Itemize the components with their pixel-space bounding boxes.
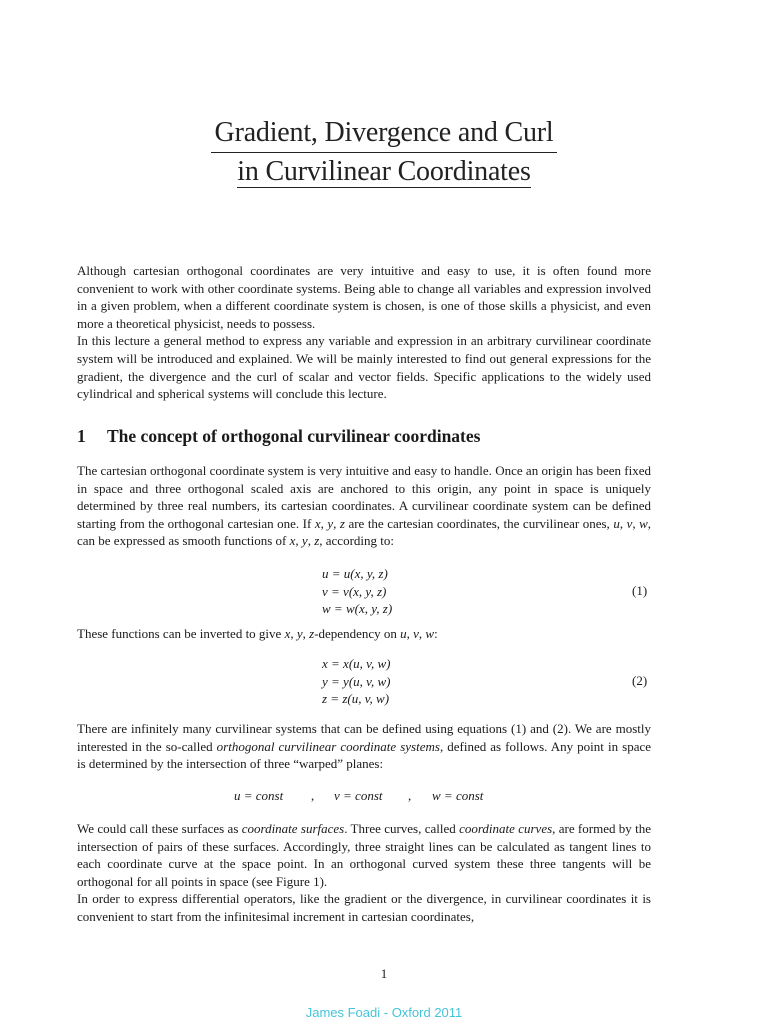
eq2-number: (2) [632, 672, 648, 688]
para4-text-a: We could call these surfaces as [77, 821, 242, 836]
footer-credit: James Foadi - Oxford 2011 [305, 1005, 463, 1020]
eq1-line: v = v(x, y, z) [322, 583, 387, 599]
section-paragraph-2: These functions can be inverted to give x, y, z-dependency on u, v, w: [77, 626, 438, 641]
section-number: 1 [77, 426, 86, 446]
title-line-2-text: in Curvilinear Coordinates [237, 156, 531, 187]
intro-paragraph [77, 262, 651, 403]
para4-text-b: . Three curves, called [344, 821, 460, 836]
var-y: y [327, 515, 334, 531]
var-x3: x [284, 626, 291, 641]
para1-text: The cartesian orthogonal coordinate system is very intuitive and easy to handle. Once an origin has been fixed in space and three orthogonal scaled axis are anchored to this origin, any point in space is uniquely determined by three real numbers, its cartesian coordinates. A curvilinear coordinate system can be defined starting from the orthogonal cartesian one. If [77, 463, 651, 531]
para4-emphasis-1: coordinate surfaces [241, 821, 345, 836]
var-u: u [613, 515, 620, 531]
section-paragraph-1: The cartesian orthogonal coordinate system is very intuitive and easy to handle. Once an origin has been fixed in space and three orthogonal scaled axis are anchored to this origin, any point in space is uniquely determined by three real numbers, its cartesian coordinates. A curvilinear coordinate system can be defined starting from the orthogonal cartesian one. If x, y, z are the cartesian coordinates, the curvilinear ones, u, v, w, can be expressed as smooth functions of x, y, z, according to: [77, 463, 652, 549]
para2-text-b: -dependency on [314, 626, 401, 641]
var-v: v [626, 515, 633, 531]
para3-emphasis: orthogonal curvilinear coordinate systems [216, 738, 440, 754]
eq3-comma: , [311, 788, 315, 803]
eq3-term-v: v = const [334, 788, 383, 803]
eq3-term-u: u = const [234, 788, 284, 803]
intro-para-1: Although cartesian orthogonal coordinates are very intuitive and easy to use, it is often found more convenient to work with other coordinate systems. Being able to change all variables and expression involved in a given problem, when a different coordinate system is chosen, is one of those skills a physicist, and even more a theoretical physicist, needs to possess. [77, 263, 651, 331]
intro-para-2: In this lecture a general method to express any variable and expression in an arbitrary curvilinear coordinate system will be introduced and explained. We will be mainly interested to find out general expressions for the gradient, the divergence and the curl of scalar and vector fields. Specific applications to the widely used cylindrical and spherical systems will conclude this lecture. [77, 333, 651, 402]
eq2-line: z = z(u, v, w) [322, 691, 390, 707]
eq3-comma: , [408, 788, 412, 803]
eq1-number: (1) [632, 582, 648, 598]
page-number: 1 [380, 966, 388, 981]
para4-text-c: , are formed by the intersection of pairs of these surfaces. Accordingly, three straight lines can be calculated as tangent lines to each coordinate curve at the space point. In an orthogonal curved system these three tangents will be orthogonal for all points in space (see Figure 1). [77, 821, 651, 889]
para5-text: In order to express differential operators, like the gradient or the divergence, in curvilinear coordinates it is convenient to start from the infinitesimal increment in cartesian coordinates, [77, 891, 651, 924]
var-x: x [314, 515, 321, 531]
var-y3: y [296, 626, 303, 641]
var-z2: z [314, 533, 320, 549]
para3-text-b: , defined as follows. Any point in space is determined by the intersection of three “warped” planes: [77, 738, 651, 772]
equation-3 [0, 788, 768, 806]
eq2-line: y = y(u, v, w) [322, 673, 391, 689]
var-v2: v [413, 626, 419, 641]
eq3-term-w: w = const [432, 788, 484, 803]
section-title: The concept of orthogonal curvilinear coordinates [107, 426, 481, 446]
eq1-line: w = w(x, y, z) [322, 601, 393, 617]
para4-emphasis-2: coordinate curves [459, 821, 553, 836]
title-line-1: Gradient, Divergence and Curl [211, 114, 558, 153]
var-u2: u [400, 626, 407, 641]
var-w2: w [425, 626, 435, 641]
document-title [0, 114, 768, 191]
eq1-line: u = u(x, y, z) [322, 566, 388, 581]
var-z3: z [309, 626, 315, 641]
var-x2: x [289, 533, 296, 549]
eq2-line: x = x(u, v, w) [322, 656, 391, 671]
para2-text-a: These functions can be inverted to give [77, 626, 285, 641]
section-paragraph-4 [77, 820, 651, 926]
section-heading [77, 426, 480, 447]
var-z: z [339, 515, 345, 531]
var-y2: y [301, 533, 308, 549]
title-line-2 [0, 153, 768, 191]
var-w: w [639, 515, 648, 531]
section-paragraph-3 [77, 720, 651, 773]
para3-text-a: There are infinitely many curvilinear systems that can be defined using equations (1) and (2). We are mostly interested in the so-called [77, 721, 651, 754]
